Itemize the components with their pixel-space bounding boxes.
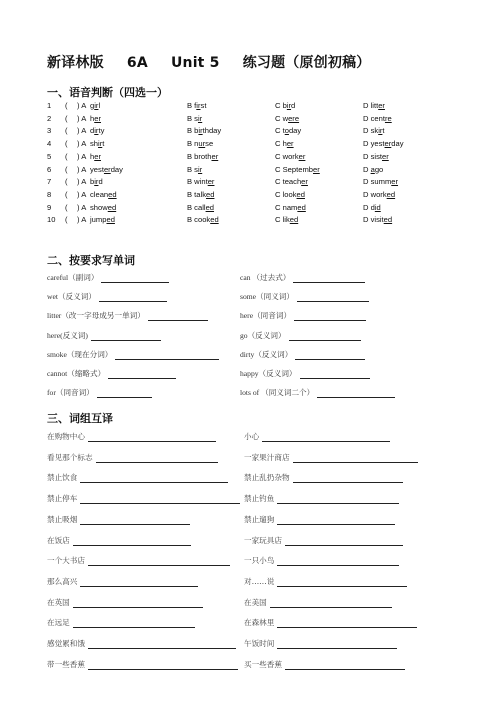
prompt-text: 看见那个标志 xyxy=(47,452,93,462)
answer-blank[interactable] xyxy=(289,331,361,341)
phrase-task-right xyxy=(244,535,403,546)
phrase-task-left xyxy=(47,597,203,608)
prompt-text: 买一些香蕉 xyxy=(244,659,282,669)
underlined-letters: er xyxy=(378,101,385,110)
answer-paren: ( xyxy=(65,151,68,161)
answer-blank[interactable] xyxy=(285,660,405,670)
option-b: B sir xyxy=(187,164,203,174)
word-task-left xyxy=(47,368,176,379)
option-d: D sister xyxy=(363,151,389,161)
option-a: showed xyxy=(90,202,117,212)
option-a: her xyxy=(90,113,101,123)
underlined-letters: ed xyxy=(106,215,115,225)
option-d: D centre xyxy=(363,113,392,123)
prompt-text: 在购物中心 xyxy=(47,432,85,441)
phrase-task-right xyxy=(244,472,403,483)
answer-blank[interactable] xyxy=(73,618,195,628)
option-a: girl xyxy=(90,101,101,110)
option-c: C liked xyxy=(275,215,299,225)
phrase-task-right xyxy=(244,659,405,670)
option-b: B birthday xyxy=(187,126,222,136)
underlined-letters: id xyxy=(374,202,381,212)
underlined-letters: er xyxy=(211,151,219,161)
prompt-text: 感觉累和饿 xyxy=(47,639,85,648)
answer-blank[interactable] xyxy=(297,292,369,302)
option-c: C teacher xyxy=(275,177,308,187)
phrase-task-right xyxy=(244,576,407,587)
word-task-left xyxy=(47,310,208,321)
option-c: C September xyxy=(275,164,320,174)
answer-blank[interactable] xyxy=(270,598,392,608)
answer-paren: ( xyxy=(65,113,68,123)
answer-blank[interactable] xyxy=(293,453,418,463)
title-part: 新译林版 xyxy=(47,55,104,71)
word-task-left xyxy=(47,349,219,360)
prompt-text: 在美国 xyxy=(244,597,267,607)
answer-blank[interactable] xyxy=(88,432,216,442)
question-number: 8 xyxy=(47,189,52,199)
underlined-letters: ed xyxy=(386,189,396,199)
underlined-letters: ur xyxy=(198,139,206,149)
prompt-text: 一只小鸟 xyxy=(244,556,275,566)
option-a: dirty xyxy=(90,126,105,136)
phrase-task-right xyxy=(244,431,390,442)
answer-blank[interactable] xyxy=(300,369,370,379)
underlined-letters: ir xyxy=(286,101,292,110)
answer-blank[interactable] xyxy=(148,311,208,321)
prompt-text: 禁止吸烟 xyxy=(47,514,78,524)
answer-blank[interactable] xyxy=(295,350,365,360)
underlined-letters: ed xyxy=(383,215,393,225)
answer-blank[interactable] xyxy=(88,660,238,670)
prompt-text: can （过去式） xyxy=(240,273,291,282)
option-b: B brother xyxy=(187,151,219,161)
answer-blank[interactable] xyxy=(73,536,191,546)
underlined-letters: ed xyxy=(289,215,299,225)
option-a: cleaned xyxy=(90,189,117,199)
option-b: B called xyxy=(187,202,215,212)
word-task-right xyxy=(240,272,365,283)
answer-blank[interactable] xyxy=(80,494,240,504)
prompt-text: here(反义词) xyxy=(47,330,88,340)
answer-paren-close: ) A xyxy=(77,177,87,187)
underlined-letters: er xyxy=(298,151,306,161)
title-part: Unit 5 xyxy=(170,55,220,71)
answer-blank[interactable] xyxy=(80,473,228,483)
answer-blank[interactable] xyxy=(277,618,417,628)
underlined-letters: er xyxy=(391,177,399,187)
option-a: jumped xyxy=(90,215,115,225)
underlined-letters: er xyxy=(94,151,101,161)
prompt-text: 带一些香蕉 xyxy=(47,659,85,669)
phrase-task-right xyxy=(244,597,392,608)
answer-blank[interactable] xyxy=(101,273,169,283)
phrase-task-right xyxy=(244,638,397,649)
section-heading-phonetics: 一、语音判断（四选一） xyxy=(47,86,168,99)
prompt-text: wet（反义词） xyxy=(47,292,96,302)
underlined-letters: ir xyxy=(94,177,99,187)
section-heading-words: 二、按要求写单词 xyxy=(47,254,135,267)
prompt-text: 对……说 xyxy=(244,576,275,586)
answer-paren-close: ) A xyxy=(77,139,87,149)
prompt-text: 禁止饮食 xyxy=(47,473,78,483)
underlined-letters: ed xyxy=(107,202,117,212)
section-heading-phrases: 三、词组互译 xyxy=(47,412,113,425)
option-a: shirt xyxy=(90,139,105,149)
phrase-task-left xyxy=(47,659,238,670)
answer-paren: ( xyxy=(65,126,68,136)
underlined-letters: ir xyxy=(94,126,99,136)
word-task-left xyxy=(47,387,152,398)
answer-paren: ( xyxy=(65,189,68,199)
option-d: D yesterday xyxy=(363,139,404,149)
underlined-letters: er xyxy=(313,164,320,174)
answer-blank[interactable] xyxy=(277,556,399,566)
prompt-text: here（同音词） xyxy=(240,311,292,321)
question-number: 7 xyxy=(47,177,52,187)
word-task-right xyxy=(240,310,366,321)
word-task-left xyxy=(47,291,167,302)
word-task-left xyxy=(47,272,169,283)
answer-paren-close: ) A xyxy=(77,164,87,174)
underlined-letters: ed xyxy=(297,202,306,212)
answer-paren: ( xyxy=(65,139,68,149)
word-task-right xyxy=(240,349,365,360)
prompt-text: 一家玩具店 xyxy=(244,535,282,545)
option-b: B nurse xyxy=(187,139,214,149)
title-part: 6A xyxy=(126,55,148,71)
option-b: B sir xyxy=(187,113,203,123)
option-c: C named xyxy=(275,202,306,212)
question-number: 4 xyxy=(47,139,52,149)
prompt-text: 禁止乱扔杂物 xyxy=(244,473,290,483)
option-a: bird xyxy=(90,177,103,187)
prompt-text: 在远足 xyxy=(47,618,70,628)
answer-paren: ( xyxy=(65,101,68,110)
phrase-task-left xyxy=(47,452,218,463)
question-number: 5 xyxy=(47,151,52,161)
underlined-letters: ir xyxy=(197,113,203,123)
underlined-letters: ir xyxy=(378,126,383,136)
answer-blank[interactable] xyxy=(277,494,399,504)
answer-blank[interactable] xyxy=(80,577,198,587)
prompt-text: go（反义词） xyxy=(240,330,286,340)
answer-blank[interactable] xyxy=(277,577,407,587)
prompt-text: 禁止停车 xyxy=(47,494,78,504)
underlined-letters: er xyxy=(94,113,101,123)
option-b: B first xyxy=(187,101,207,110)
answer-paren: ( xyxy=(65,215,68,225)
phrase-task-left xyxy=(47,431,216,442)
phrase-task-left xyxy=(47,617,195,628)
title-part: 练习题（原创初稿） xyxy=(242,55,371,71)
prompt-text: for（同音词） xyxy=(47,388,94,398)
question-number: 6 xyxy=(47,164,52,174)
worksheet-title xyxy=(47,52,389,72)
answer-blank[interactable] xyxy=(80,515,190,525)
option-d: D worked xyxy=(363,189,396,199)
prompt-text: happy（反义词） xyxy=(240,369,297,378)
answer-blank[interactable] xyxy=(88,639,236,649)
question-number: 3 xyxy=(47,126,52,136)
question-number: 1 xyxy=(47,101,52,110)
answer-paren: ( xyxy=(65,202,68,212)
word-task-right xyxy=(240,291,369,302)
answer-blank[interactable] xyxy=(294,311,366,321)
prompt-text: litter（改一字母成另一单词） xyxy=(47,311,145,321)
word-task-right xyxy=(240,368,370,379)
prompt-text: 那么高兴 xyxy=(47,576,78,586)
phrase-task-left xyxy=(47,472,228,483)
prompt-text: 一个大书店 xyxy=(47,556,85,566)
underlined-letters: ed xyxy=(206,189,215,199)
underlined-letters: ed xyxy=(296,189,305,199)
underlined-letters: ed xyxy=(108,189,117,199)
prompt-text: 禁止钓鱼 xyxy=(244,494,275,504)
answer-paren: ( xyxy=(65,164,68,174)
phrase-task-right xyxy=(244,452,418,463)
underlined-letters: er xyxy=(301,177,308,187)
underlined-letters: ir xyxy=(94,101,99,110)
answer-blank[interactable] xyxy=(317,388,395,398)
option-b: B cooked xyxy=(187,215,219,225)
prompt-text: cannot（缩略式） xyxy=(47,369,106,378)
answer-paren-close: ) A xyxy=(77,202,87,212)
phrase-task-left xyxy=(47,576,198,587)
answer-paren-close: ) A xyxy=(77,189,87,199)
answer-blank[interactable] xyxy=(293,473,403,483)
option-d: D litter xyxy=(363,101,385,110)
option-c: C worker xyxy=(275,151,306,161)
prompt-text: 午饭时间 xyxy=(244,639,275,648)
option-a: yesterday xyxy=(90,164,123,174)
prompt-text: careful（副词） xyxy=(47,273,99,282)
option-a: her xyxy=(90,151,101,161)
prompt-text: 禁止遛狗 xyxy=(244,514,275,524)
prompt-text: some（同义词） xyxy=(240,292,294,302)
answer-blank[interactable] xyxy=(73,598,203,608)
option-d: D did xyxy=(363,202,381,212)
phrase-task-left xyxy=(47,555,230,566)
question-number: 9 xyxy=(47,202,52,212)
option-b: B winter xyxy=(187,177,215,187)
option-d: D visited xyxy=(363,215,393,225)
phrase-task-left xyxy=(47,514,190,525)
underlined-letters: a xyxy=(370,164,375,174)
option-c: C her xyxy=(275,139,294,149)
answer-blank[interactable] xyxy=(277,639,397,649)
answer-blank[interactable] xyxy=(97,388,152,398)
option-b: B talked xyxy=(187,189,215,199)
word-task-left xyxy=(47,330,161,341)
phrase-task-right xyxy=(244,555,399,566)
prompt-text: dirty（反义词） xyxy=(240,349,293,359)
underlined-letters: er xyxy=(286,139,294,149)
word-task-right xyxy=(240,387,395,398)
prompt-text: 在饭店 xyxy=(47,535,70,545)
option-d: D summer xyxy=(363,177,399,187)
answer-paren-close: ) A xyxy=(77,126,87,136)
option-d: D ago xyxy=(363,164,384,174)
answer-blank[interactable] xyxy=(277,515,395,525)
option-c: C today xyxy=(275,126,302,136)
answer-paren-close: ) A xyxy=(77,101,87,110)
answer-blank[interactable] xyxy=(262,432,390,442)
answer-blank[interactable] xyxy=(285,536,403,546)
prompt-text: lots of （同义词二个） xyxy=(240,388,315,398)
underlined-letters: ed xyxy=(205,202,215,212)
underlined-letters: er xyxy=(384,139,392,149)
phrase-task-left xyxy=(47,638,236,649)
question-number: 2 xyxy=(47,113,52,123)
prompt-text: 在英国 xyxy=(47,597,70,607)
underlined-letters: re xyxy=(384,113,392,123)
prompt-text: 小心 xyxy=(244,432,260,441)
answer-blank[interactable] xyxy=(88,556,230,566)
answer-paren-close: ) A xyxy=(77,151,87,161)
answer-blank[interactable] xyxy=(96,453,218,463)
phrase-task-left xyxy=(47,493,240,504)
underlined-letters: ir xyxy=(98,139,103,149)
underlined-letters: er xyxy=(207,177,215,187)
prompt-text: 一家果汁商店 xyxy=(244,452,290,462)
underlined-letters: ir xyxy=(198,126,203,136)
phrase-task-right xyxy=(244,514,395,525)
option-c: C looked xyxy=(275,189,305,199)
phrase-task-right xyxy=(244,493,399,504)
answer-blank[interactable] xyxy=(115,350,219,360)
option-c: C were xyxy=(275,113,300,123)
answer-blank[interactable] xyxy=(91,331,161,341)
underlined-letters: er xyxy=(381,151,389,161)
answer-blank[interactable] xyxy=(108,369,176,379)
answer-paren: ( xyxy=(65,177,68,187)
underlined-letters: ere xyxy=(288,113,300,123)
underlined-letters: ir xyxy=(196,101,201,110)
answer-paren-close: ) A xyxy=(77,113,87,123)
question-number: 10 xyxy=(47,215,56,225)
phrase-task-left xyxy=(47,535,191,546)
underlined-letters: o xyxy=(284,126,289,136)
option-d: D skirt xyxy=(363,126,385,136)
phrase-task-right xyxy=(244,617,417,628)
prompt-text: smoke（现在分词） xyxy=(47,349,113,359)
underlined-letters: ed xyxy=(210,215,219,225)
prompt-text: 在森林里 xyxy=(244,618,275,628)
option-c: C bird xyxy=(275,101,296,110)
answer-blank[interactable] xyxy=(99,292,167,302)
word-task-right xyxy=(240,330,361,341)
underlined-letters: er xyxy=(103,164,111,174)
answer-paren-close: ) A xyxy=(77,215,87,225)
underlined-letters: ir xyxy=(197,164,203,174)
answer-blank[interactable] xyxy=(293,273,365,283)
